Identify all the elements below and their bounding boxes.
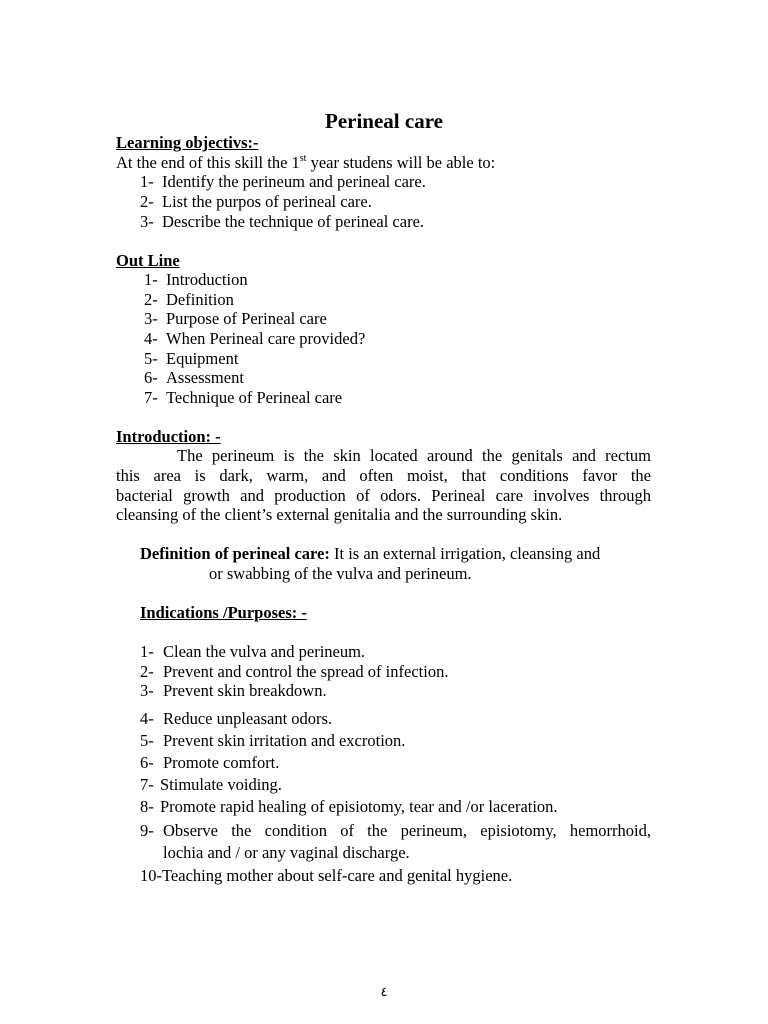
outline-item: 6- Assessment xyxy=(144,368,244,387)
intro-text-after: year studens will be able to: xyxy=(306,153,496,172)
page-number: ٤ xyxy=(380,984,388,999)
indication-item: 8- Promote rapid healing of episiotomy, tear and /or laceration. xyxy=(140,797,558,816)
outline-item: 3- Purpose of Perineal care xyxy=(144,309,327,328)
learning-objectives-heading: Learning objectivs:- xyxy=(116,133,259,152)
objective-item: 1- Identify the perineum and perineal care. xyxy=(140,172,426,191)
outline-item: 1- Introduction xyxy=(144,270,248,289)
definition-line-2: or swabbing of the vulva and perineum. xyxy=(209,564,472,583)
indication-item: 9- Observe the condition of the perineum, episiotomy, hemorrhoid, xyxy=(140,821,651,840)
introduction-line: The perineum is the skin located around the genitals and rectum xyxy=(177,446,651,465)
outline-item: 4- When Perineal care provided? xyxy=(144,329,366,348)
definition-label: Definition of perineal care: xyxy=(140,544,330,563)
learning-objectives-intro xyxy=(116,153,495,173)
intro-text-before: At the end of this skill the 1 xyxy=(116,153,300,172)
intro-superscript: st xyxy=(299,153,307,164)
indication-item: 4- Reduce unpleasant odors. xyxy=(140,709,333,728)
indication-item-continuation: lochia and / or any vaginal discharge. xyxy=(163,843,410,862)
objective-item: 2- List the purpos of perineal care. xyxy=(140,192,372,211)
introduction-heading: Introduction: - xyxy=(116,427,221,446)
indication-item: 5- Prevent skin irritation and excrotion. xyxy=(140,731,406,750)
outline-item: 5- Equipment xyxy=(144,349,239,368)
indication-item: 7- Stimulate voiding. xyxy=(140,775,282,794)
page-title: Perineal care xyxy=(325,109,443,133)
objective-item: 3- Describe the technique of perineal care. xyxy=(140,212,425,231)
outline-item: 7- Technique of Perineal care xyxy=(144,388,343,407)
indications-heading: Indications /Purposes: - xyxy=(140,603,307,622)
indication-item: 6- Promote comfort. xyxy=(140,753,280,772)
introduction-line: this area is dark, warm, and often moist, that conditions favor the xyxy=(116,466,651,485)
indication-item: 1- Clean the vulva and perineum. xyxy=(140,642,366,661)
indication-item: 3- Prevent skin breakdown. xyxy=(140,681,327,700)
indication-item: 2- Prevent and control the spread of infection. xyxy=(140,662,449,681)
definition-line-1: Definition of perineal care: It is an external irrigation, cleansing and xyxy=(140,544,601,563)
indication-item: 10-Teaching mother about self-care and genital hygiene. xyxy=(140,866,513,885)
introduction-line: bacterial growth and production of odors. Perineal care involves through xyxy=(116,486,651,505)
outline-heading: Out Line xyxy=(116,251,180,270)
introduction-line: cleansing of the client’s external genitalia and the surrounding skin. xyxy=(116,505,563,524)
outline-item: 2- Definition xyxy=(144,290,234,309)
